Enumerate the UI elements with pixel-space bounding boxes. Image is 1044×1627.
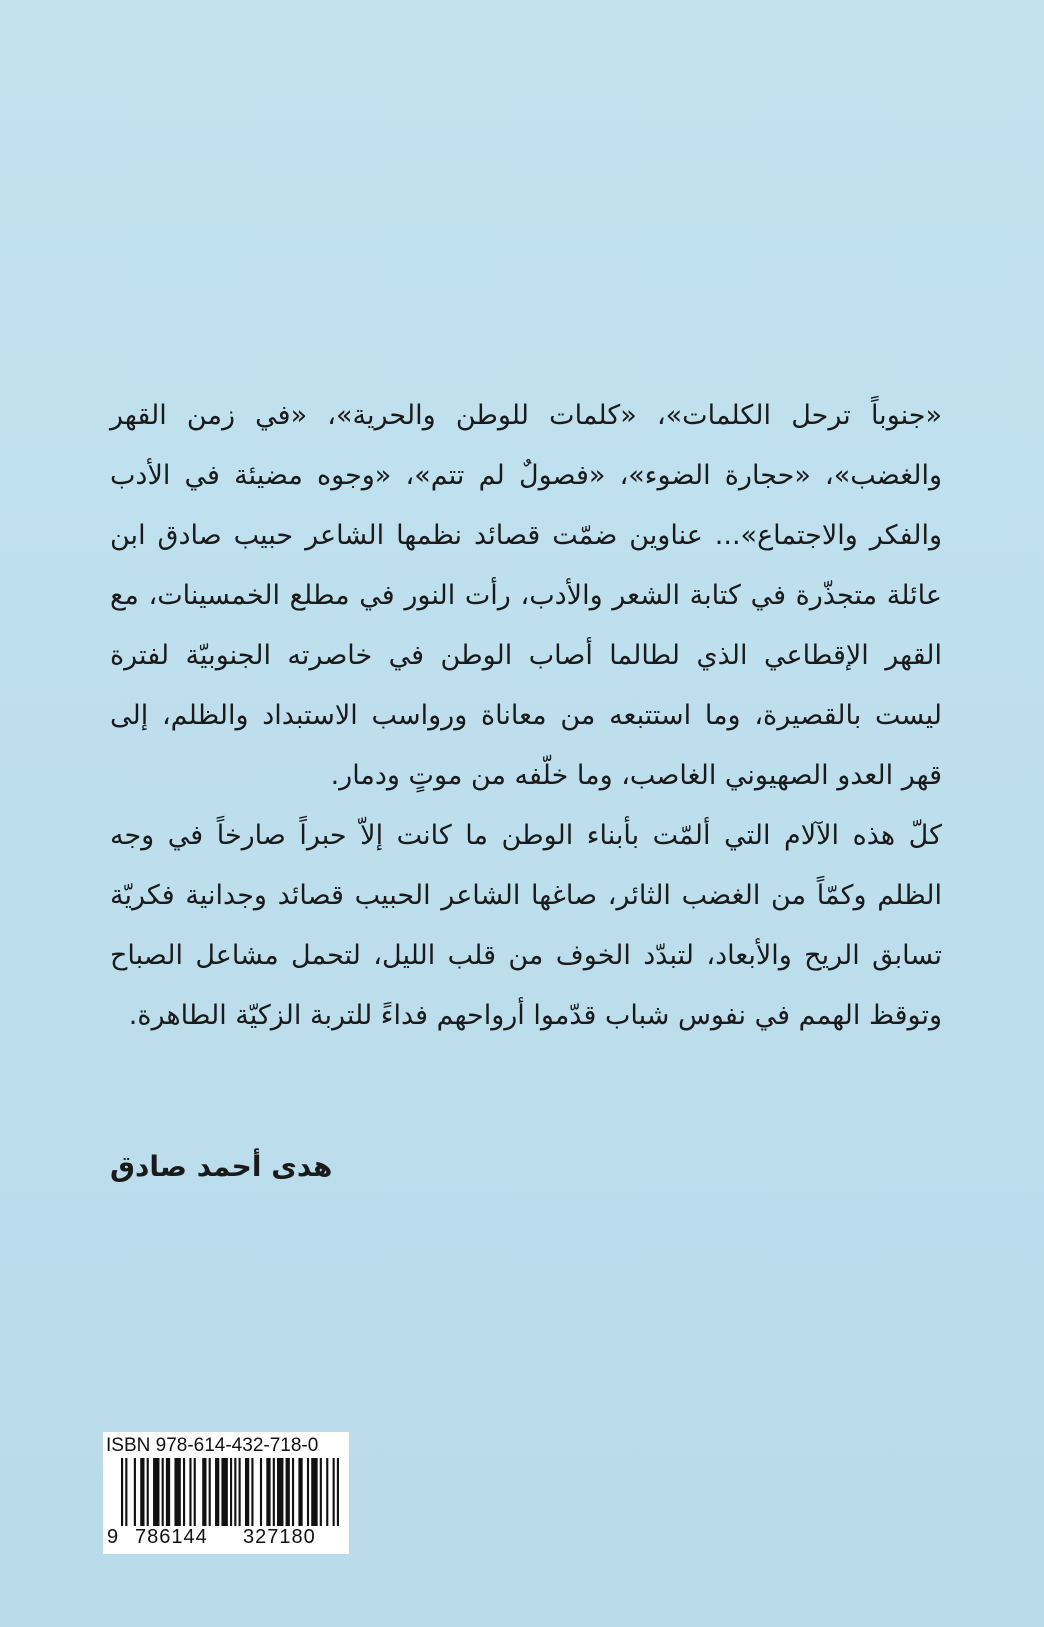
barcode-bar bbox=[251, 1458, 253, 1526]
barcode-bar bbox=[333, 1458, 335, 1526]
barcode-bar bbox=[277, 1458, 283, 1526]
barcode-bar bbox=[307, 1458, 309, 1526]
barcode-bar bbox=[209, 1458, 211, 1526]
barcode-bar bbox=[245, 1458, 249, 1526]
barcode-bar bbox=[234, 1458, 236, 1526]
barcode-bar bbox=[337, 1458, 339, 1526]
barcode-bar bbox=[189, 1458, 191, 1526]
author-signature: هدى أحمد صادق bbox=[110, 1150, 333, 1183]
barcode-digits-left: 786144 bbox=[135, 1526, 208, 1548]
isbn-label: ISBN 978-614-432-718-0 bbox=[106, 1435, 319, 1456]
barcode-bars bbox=[121, 1458, 339, 1526]
barcode-bar bbox=[239, 1458, 241, 1526]
barcode-bar bbox=[166, 1458, 170, 1526]
isbn-barcode bbox=[103, 1432, 349, 1554]
barcode-bar bbox=[311, 1458, 317, 1526]
barcode-bar bbox=[215, 1458, 219, 1526]
barcode-bar bbox=[147, 1458, 149, 1526]
barcode-bar bbox=[298, 1458, 302, 1526]
barcode-bar bbox=[183, 1458, 185, 1526]
barcode-bar bbox=[260, 1458, 262, 1526]
barcode-bar bbox=[174, 1458, 180, 1526]
barcode-bar bbox=[292, 1458, 294, 1526]
barcode-bar bbox=[326, 1458, 328, 1526]
barcode-bar bbox=[125, 1458, 127, 1526]
barcode-bar bbox=[134, 1458, 136, 1526]
barcode-bar bbox=[162, 1458, 164, 1526]
blurb-paragraph-1: «جنوباً ترحل الكلمات»، «كلمات للوطن والحرية»، «في زمن القهر والغضب»، «حجارة الضوء»، «فصولٌ لم تتم»، «وجوه مضيئة في الأدب والفكر والاجتماع»... عناوين ضمّت قصائد نظمها الشاعر حبيب صادق ابن عائلة متجذّرة في كتابة الشعر والأدب، رأت النور في مطلع الخمسينات، مع القهر الإقطاعي الذي لطالما أصاب الوطن في خاصرته الجنوبيّة لفترة ليست بالقصيرة، وما استتبعه من معاناة ورواسب الاستبداد والظلم، إلى قهر العدو الصهيوني الغاصب، وما خلّفه من موتٍ ودمار. bbox=[110, 400, 942, 791]
blurb-paragraph-2: كلّ هذه الآلام التي ألمّت بأبناء الوطن ما كانت إلاّ حبراً صارخاً في وجه الظلم وكمّاً من الغضب الثائر، صاغها الشاعر الحبيب قصائد وجدانية فكريّة تسابق الريح والأبعاد، لتبدّد الخوف من قلب الليل، لتحمل مشاعل الصباح وتوقظ الهمم في نفوس شباب قدّموا أرواحهم فداءً للتربة الزكيّة الطاهرة. bbox=[110, 820, 942, 1031]
barcode-bar bbox=[230, 1458, 232, 1526]
barcode-bar bbox=[286, 1458, 290, 1526]
barcode-bar bbox=[121, 1458, 123, 1526]
barcode-digits-right: 327180 bbox=[243, 1526, 316, 1548]
barcode-bar bbox=[140, 1458, 144, 1526]
barcode-bar bbox=[153, 1458, 159, 1526]
barcode-bar bbox=[266, 1458, 270, 1526]
barcode-bar bbox=[202, 1458, 206, 1526]
barcode-bar bbox=[320, 1458, 322, 1526]
barcode-bar bbox=[273, 1458, 275, 1526]
barcode-digit-lead: 9 bbox=[107, 1526, 119, 1548]
barcode-bar bbox=[194, 1458, 196, 1526]
barcode-digits bbox=[103, 1526, 349, 1552]
barcode-bar bbox=[221, 1458, 227, 1526]
blurb-text bbox=[110, 386, 942, 1046]
